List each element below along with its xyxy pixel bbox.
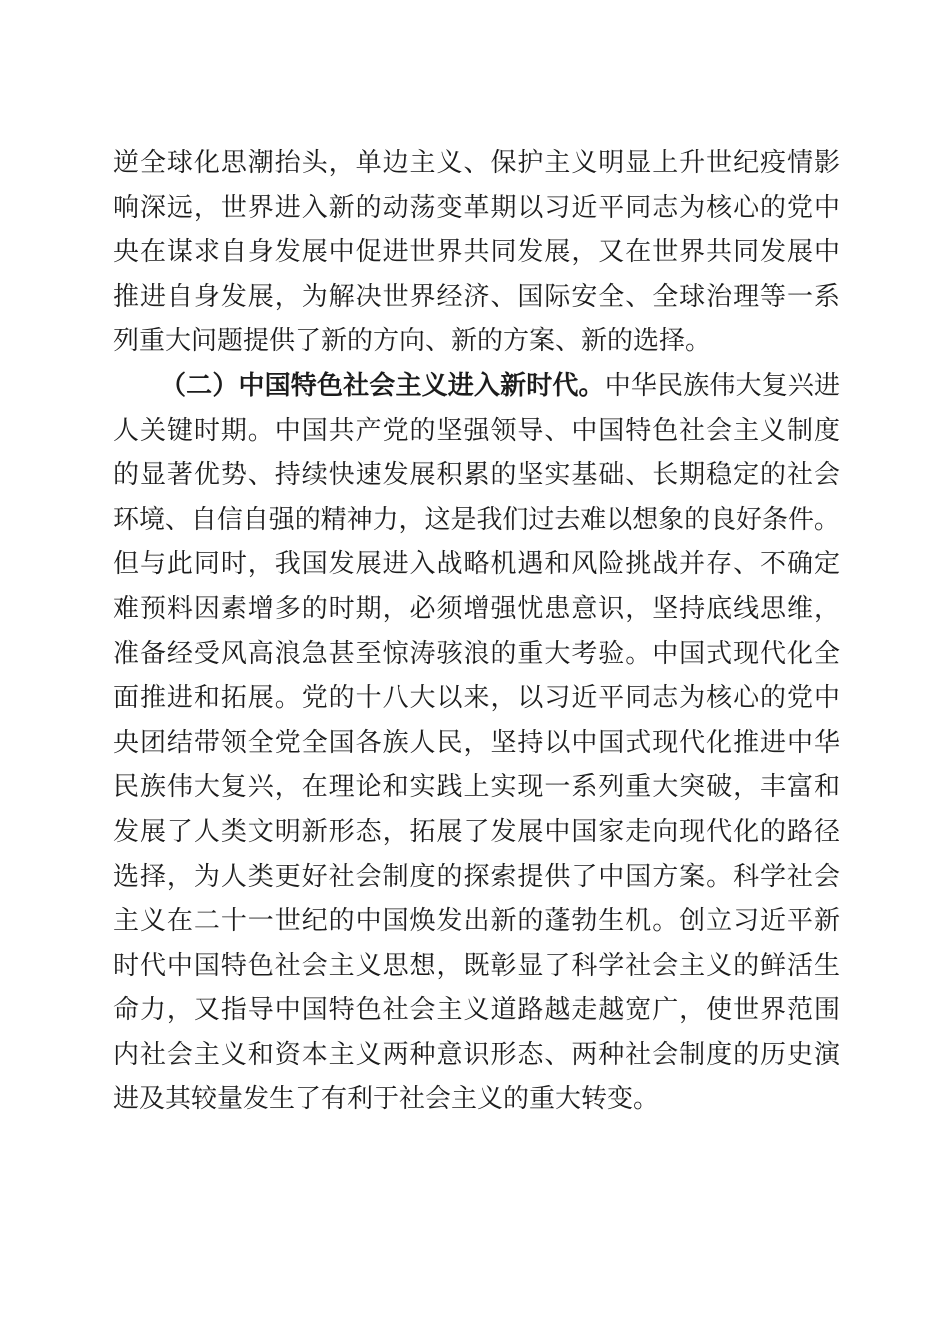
text-line [113,765,840,810]
text-segment: 央在谋求自身发展中促进世界共同发展，又在世界共同发展中 [113,237,841,267]
text-segment: 央团结带领全党全国各族人民，坚持以中国式现代化推进中华 [113,727,841,757]
text-line [113,186,840,231]
text-line [113,899,840,944]
text-segment: 民族伟大复兴，在理论和实践上实现一系列重大突破，丰富和 [113,772,841,802]
text-line [113,230,840,275]
section-heading-text: （二）中国特色社会主义进入新时代。 [160,370,605,400]
text-line [113,364,840,409]
text-line [113,676,840,721]
text-segment: 逆全球化思潮抬头，单边主义、保护主义明显上升世纪疫情影 [113,148,841,177]
text-segment: 时代中国特色社会主义思想，既彰显了科学社会主义的鲜活生 [113,950,841,980]
text-line [113,944,840,989]
paragraph [113,141,840,364]
text-line [113,810,840,855]
text-line [113,988,840,1033]
text-segment: 发展了人类文明新形态，拓展了发展中国家走向现代化的路径 [113,816,841,846]
text-line [113,542,840,587]
text-segment: 内社会主义和资本主义两种意识形态、两种社会制度的历史演 [113,1039,841,1069]
text-line [113,409,840,454]
text-segment: 中华民族伟大复兴进 [604,370,841,400]
text-segment: 列重大问题提供了新的方向、新的方案、新的选择。 [113,326,712,356]
text-line [113,721,840,766]
text-segment: 人关键时期。中国共产党的坚强领导、中国特色社会主义制度 [113,415,841,445]
text-line [113,275,840,320]
text-line [113,319,840,364]
text-segment: 命力，又指导中国特色社会主义道路越走越宽广，使世界范围 [113,995,841,1025]
text-segment: 面推进和拓展。党的十八大以来，以习近平同志为核心的党中 [113,683,841,713]
text-line [113,141,840,186]
text-line [113,855,840,900]
text-line [113,1077,840,1122]
text-segment: 进及其较量发生了有利于社会主义的重大转变。 [113,1084,660,1114]
text-segment: 的显著优势、持续快速发展积累的坚实基础、长期稳定的社会 [113,460,841,490]
text-line [113,632,840,677]
text-line [113,1033,840,1078]
text-segment: 响深远，世界进入新的动荡变革期以习近平同志为核心的党中 [113,192,841,222]
text-line [113,498,840,543]
text-segment: 环境、自信自强的精神力，这是我们过去难以想象的良好条件。 [113,504,840,534]
text-block [113,141,840,1122]
paragraph [113,364,840,1122]
text-segment: 难预料因素增多的时期，必须增强忧患意识，坚持底线思维， [113,593,841,623]
text-segment: 主义在二十一世纪的中国焕发出新的蓬勃生机。创立习近平新 [113,906,841,936]
text-line [113,453,840,498]
text-segment: 推进自身发展，为解决世界经济、国际安全、全球治理等一系 [113,281,841,311]
text-segment: 但与此同时，我国发展进入战略机遇和风险挑战并存、不确定 [113,549,841,579]
text-segment: 选择，为人类更好社会制度的探索提供了中国方案。科学社会 [113,861,841,891]
text-line [113,587,840,632]
text-segment: 准备经受风高浪急甚至惊涛骇浪的重大考验。中国式现代化全 [113,638,841,668]
